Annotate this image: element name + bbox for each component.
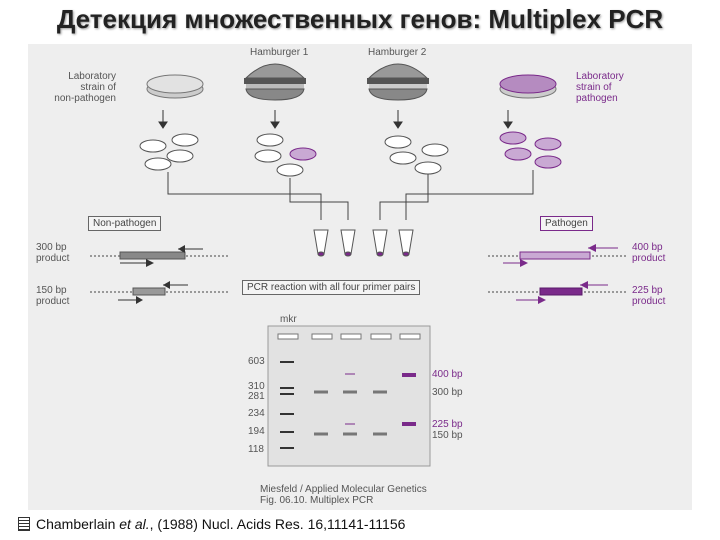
pathogen-box: Pathogen	[540, 216, 593, 231]
marker-size-234: 234	[248, 408, 265, 419]
product-400bp-label: 400 bp product	[632, 242, 666, 264]
non-pathogen-products	[90, 245, 228, 304]
marker-size-194: 194	[248, 426, 265, 437]
hamburger-1-label: Hamburger 1	[250, 47, 309, 58]
pcr-reaction-box: PCR reaction with all four primer pairs	[242, 280, 420, 295]
figure-credit: Miesfeld / Applied Molecular Genetics Fig. 06.10. Multiplex PCR	[260, 484, 427, 506]
citation: Chamberlain et al., (1988) Nucl. Acids Res. 16,11141-11156	[18, 516, 405, 532]
marker-size-281: 281	[248, 391, 265, 402]
hamburger-2-label: Hamburger 2	[368, 47, 427, 58]
pcr-tubes	[314, 230, 413, 256]
hamburger-1-image	[244, 64, 306, 100]
document-icon	[18, 517, 30, 531]
petri-dish-pathogen	[500, 75, 556, 98]
marker-size-118: 118	[248, 444, 264, 455]
marker-lane-label: mkr	[280, 314, 297, 325]
multiplex-pcr-figure	[28, 44, 692, 510]
marker-size-603: 603	[248, 356, 265, 367]
product-150bp-label: 150 bp product	[36, 285, 70, 307]
marker-size-310: 310	[248, 381, 265, 392]
non-pathogen-strain-label: Laboratory strain of non-pathogen	[54, 71, 116, 104]
pathogen-products	[488, 244, 628, 304]
cells-group	[140, 132, 561, 176]
gel	[268, 326, 430, 466]
product-300bp-label: 300 bp product	[36, 242, 70, 264]
page-title: Детекция множественных генов: Multiplex PCR	[56, 4, 664, 34]
hamburger-2-image	[367, 64, 429, 100]
figure-graphics	[28, 44, 692, 510]
band-225bp-label: 225 bp	[432, 419, 463, 430]
band-300bp-label: 300 bp	[432, 387, 463, 398]
pathogen-strain-label: Laboratory strain of pathogen	[576, 71, 624, 104]
petri-dish-non-pathogen	[147, 75, 203, 98]
non-pathogen-box: Non-pathogen	[88, 216, 161, 231]
band-150bp-label: 150 bp	[432, 430, 463, 441]
band-400bp-label: 400 bp	[432, 369, 463, 380]
product-225bp-label: 225 bp product	[632, 285, 666, 307]
